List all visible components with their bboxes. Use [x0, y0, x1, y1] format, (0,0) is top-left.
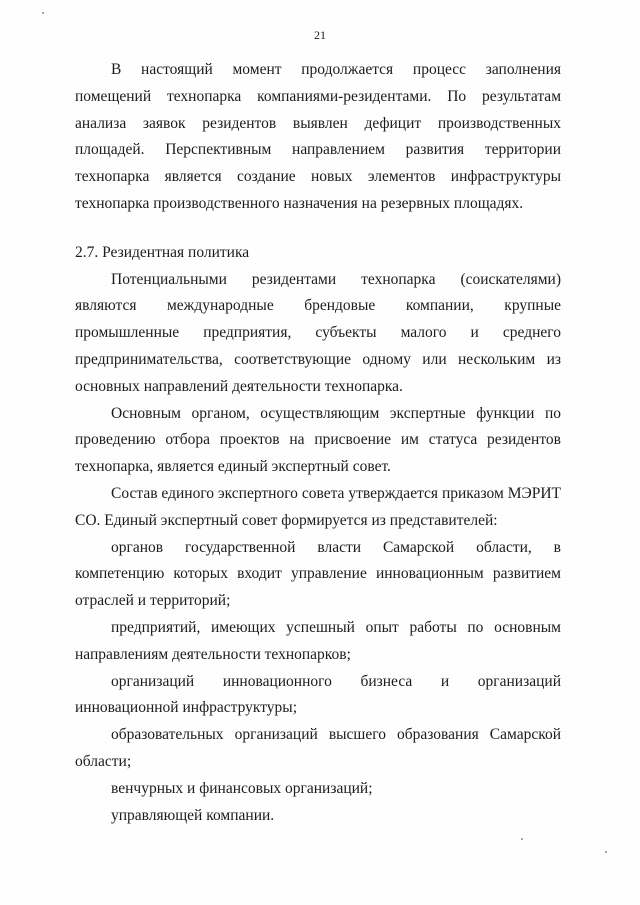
intro-paragraph: В настоящий момент продолжается процесс заполнения помещений технопарка компаниями-резидентами. По результатам анализа заявок резидентов выявлен дефицит производственных площадей. Перспективным направлением развития территории технопарка является создание новых элементов инфраструктуры технопарка производственного назначения на резервных площадях.	[75, 61, 561, 212]
paragraph-potential-residents: Потенциальными резидентами технопарка (соискателями) являются международные брендовые компании, крупные промышленные предприятия, субъекты малого и среднего предпринимательства, соответствующие одному или нескольким из основных направлений деятельности технопарка.	[75, 270, 561, 395]
list-item-venture-organizations: венчурных и финансовых организаций;	[111, 779, 373, 797]
list-item-enterprises: предприятий, имеющих успешный опыт работы по основным направлениям деятельности технопарков;	[75, 618, 561, 663]
page-number: 21	[314, 28, 326, 42]
list-item-innovation-organizations: организаций инновационного бизнеса и организаций инновационной инфраструктуры;	[75, 672, 561, 717]
scan-speck	[521, 838, 523, 840]
list-item-government-bodies: органов государственной власти Самарской области, в компетенцию которых входит управление инновационным развитием отраслей и территорий;	[75, 538, 561, 610]
paragraph-council-composition: Состав единого экспертного совета утверждается приказом МЭРИТ СО. Единый экспертный совет формируется из представителей:	[75, 484, 561, 529]
section-spacer	[75, 218, 561, 240]
list-item-educational-organizations: образовательных организаций высшего образования Самарской области;	[75, 726, 561, 770]
scan-speck	[42, 12, 44, 14]
list-item-management-company: управляющей компании.	[111, 806, 275, 824]
section-heading: 2.7. Резидентная политика	[75, 243, 250, 261]
page-body	[75, 57, 561, 829]
paragraph-expert-council: Основным органом, осуществляющим экспертные функции по проведению отбора проектов на присвоение им статуса резидентов технопарка, является единый экспертный совет.	[75, 404, 561, 476]
scan-speck	[605, 851, 607, 853]
